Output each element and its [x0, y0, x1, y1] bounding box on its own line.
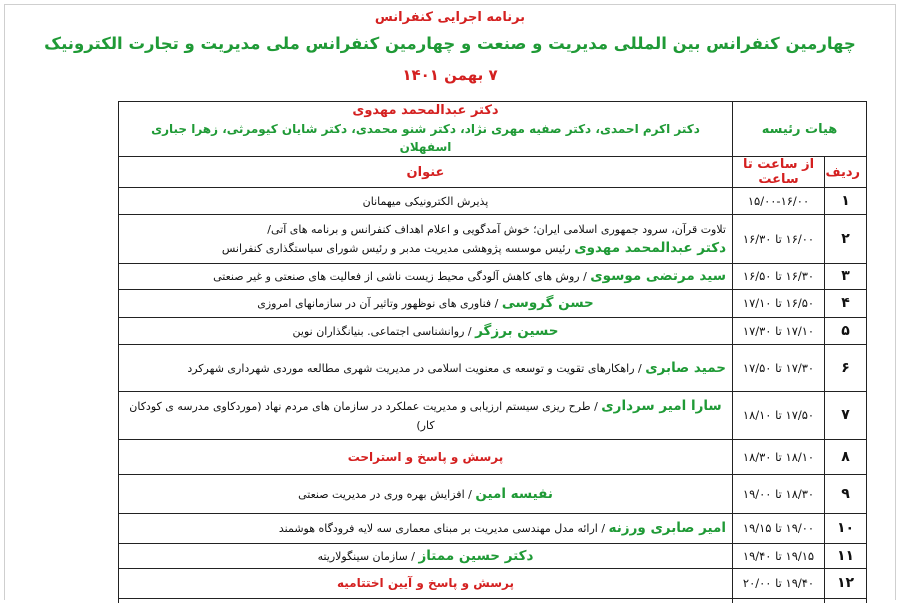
- table-row: [119, 514, 867, 544]
- speaker-name: سارا امیر سرداری: [601, 398, 721, 414]
- row-time: ۱۶/۰۰ تا ۱۶/۳۰: [733, 215, 825, 264]
- presidium-label: هیات رئیسه: [733, 102, 867, 157]
- program-table: [118, 101, 867, 603]
- speaker-name: حسین برزگر: [475, 323, 558, 339]
- table-row: [119, 392, 867, 440]
- column-header-row: [119, 157, 867, 188]
- subject-text: / طرح ریزی سیستم ارزیابی و مدیریت عملکرد در سازمان های مردم نهاد (موردکاوی مدرسه ی کودکان کار): [129, 400, 598, 432]
- row-number: ۱۲: [825, 569, 867, 599]
- table-row: [119, 215, 867, 264]
- row-number: ۵: [825, 318, 867, 345]
- row-subject: [119, 544, 733, 569]
- subject-text: / راهکارهای تقویت و توسعه ی معنویت اسلامی در مدیریت شهری مطالعه موردی شهرداری شهرکرد: [187, 362, 641, 375]
- subject-text: / روانشناسی اجتماعی. بنیانگذاران نوین: [293, 325, 472, 338]
- row-time: ۱۹/۴۰ تا ۲۰/۰۰: [733, 569, 825, 599]
- speaker-name: حسن گروسی: [502, 295, 594, 311]
- row-time: ۱۵/۰۰-۱۶/۰۰: [733, 188, 825, 215]
- row-subject: [119, 188, 733, 215]
- presidium-chair: دکتر عبدالمحمد مهدوی: [125, 102, 726, 120]
- row-time: ۱۹/۱۵ تا ۱۹/۴۰: [733, 544, 825, 569]
- table-row: [119, 544, 867, 569]
- row-subject: [119, 514, 733, 544]
- row-number: ۲: [825, 215, 867, 264]
- row-subject: [119, 392, 733, 440]
- table-row: [119, 318, 867, 345]
- table-row: [119, 264, 867, 290]
- table-row: [119, 188, 867, 215]
- speaker-name: سید مرتضی موسوی: [590, 268, 726, 284]
- conference-date: ۷ بهمن ۱۴۰۱: [0, 66, 900, 84]
- conference-title: چهارمین کنفرانس بین المللی مدیریت و صنعت و چهارمین کنفرانس ملی مدیریت و تجارت الکترونیک: [0, 34, 900, 53]
- table-row: [119, 345, 867, 392]
- row-number: ۷: [825, 392, 867, 440]
- subject-text: پرسش و پاسخ و استراحت: [348, 450, 504, 464]
- subject-text: تلاوت قرآن، سرود جمهوری اسلامی ایران؛ خوش آمدگویی و اعلام اهداف کنفرانس و برنامه های آتی/: [267, 223, 726, 236]
- row-number: ۱۰: [825, 514, 867, 544]
- row-subject: [119, 345, 733, 392]
- subject-text: / فناوری های نوظهور وتاثیر آن در سازمانهای امروزی: [257, 297, 498, 310]
- row-subject: [119, 440, 733, 475]
- speaker-name: دکتر عبدالمحمد مهدوی: [574, 240, 726, 256]
- subject-text: رئیس موسسه پژوهشی مدیریت مدبر و رئیس شورای سیاستگذاری کنفرانس: [222, 242, 571, 255]
- subject-text: / سازمان سینگولاریته: [318, 550, 415, 563]
- speaker-name: نفیسه امین: [475, 486, 553, 502]
- row-time: ۱۹/۰۰ تا ۱۹/۱۵: [733, 514, 825, 544]
- subject-text: / ارائه مدل مهندسی مدیریت بر مبنای معماری سه لایه فرودگاه هوشمند: [279, 522, 605, 535]
- row-time: ۱۶/۵۰ تا ۱۷/۱۰: [733, 290, 825, 318]
- presidium-members: دکتر اکرم احمدی، دکتر صفیه مهری نژاد، دکتر شنو محمدی، دکتر شایان کیومرثی، زهرا جباری اسفهلان: [125, 120, 726, 156]
- row-number: ۹: [825, 475, 867, 514]
- program-subtitle: برنامه اجرایی کنفرانس: [0, 10, 900, 25]
- col-subject-header: عنوان: [119, 157, 733, 188]
- row-subject: [119, 215, 733, 264]
- row-subject: [119, 264, 733, 290]
- table-continuation: [119, 599, 867, 603]
- presidium-cell: [119, 102, 733, 157]
- subject-text: پرسش و پاسخ و آیین اختتامیه: [337, 576, 514, 590]
- speaker-name: حمید صابری: [645, 360, 726, 376]
- row-number: ۱۱: [825, 544, 867, 569]
- speaker-name: دکتر حسین ممتاز: [418, 548, 533, 564]
- row-number: ۱: [825, 188, 867, 215]
- row-time: ۱۷/۵۰ تا ۱۸/۱۰: [733, 392, 825, 440]
- col-row-header: ردیف: [825, 157, 867, 188]
- table-row: [119, 290, 867, 318]
- subject-text: پذیرش الکترونیکی میهمانان: [363, 195, 489, 208]
- row-number: ۳: [825, 264, 867, 290]
- table-row: [119, 569, 867, 599]
- table-row: [119, 440, 867, 475]
- row-number: ۴: [825, 290, 867, 318]
- col-time-header: از ساعت تا ساعت: [733, 157, 825, 188]
- row-time: ۱۷/۳۰ تا ۱۷/۵۰: [733, 345, 825, 392]
- row-subject: [119, 290, 733, 318]
- row-subject: [119, 318, 733, 345]
- row-time: ۱۸/۱۰ تا ۱۸/۳۰: [733, 440, 825, 475]
- table-row: [119, 475, 867, 514]
- row-time: ۱۷/۱۰ تا ۱۷/۳۰: [733, 318, 825, 345]
- presidium-row: [119, 102, 867, 157]
- subject-text: / روش های کاهش آلودگی محیط زیست ناشی از فعالیت های صنعتی و غیر صنعتی: [213, 270, 587, 283]
- row-subject: [119, 569, 733, 599]
- row-number: ۸: [825, 440, 867, 475]
- subject-text: / افزایش بهره وری در مدیریت صنعتی: [298, 488, 472, 501]
- row-time: ۱۶/۳۰ تا ۱۶/۵۰: [733, 264, 825, 290]
- row-time: ۱۸/۳۰ تا ۱۹/۰۰: [733, 475, 825, 514]
- row-number: ۶: [825, 345, 867, 392]
- row-subject: [119, 475, 733, 514]
- speaker-name: امیر صابری ورزنه: [609, 520, 726, 536]
